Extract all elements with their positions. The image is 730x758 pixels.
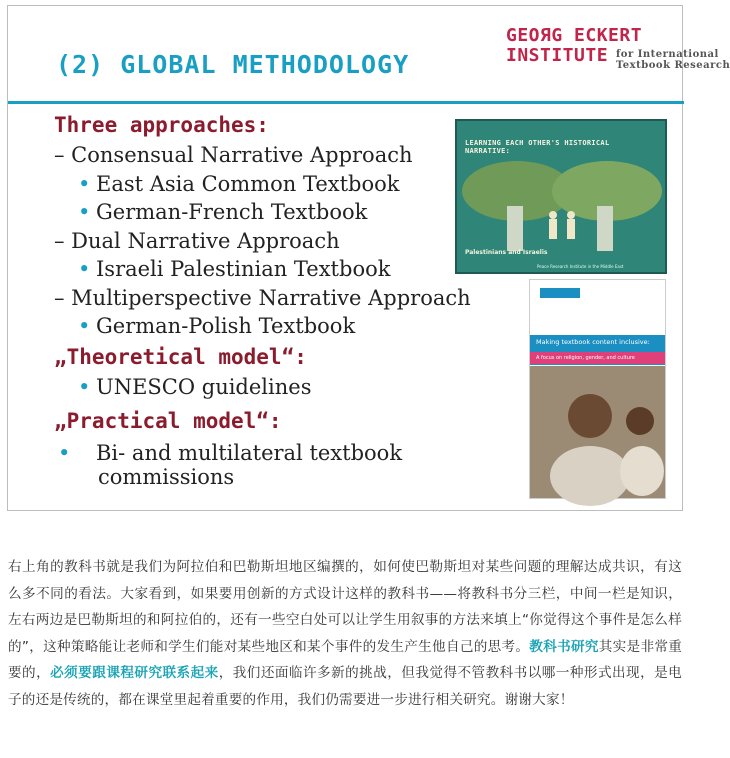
heading-practical-model: „Practical model“:	[54, 409, 282, 433]
logo-line-1: GEOЯG ECKERT	[506, 25, 643, 46]
paragraph-text-1: 右上角的教科书就是我们为阿拉伯和巴勒斯坦地区编撰的，如何使巴勒斯坦对某些问题的理解达成共识，有这么多不同的看法。大家看到，如果要用创新的方式设计这样的教科书——将教科书分三栏，中间一栏是知识，左右两边是巴勒斯坦的和阿拉伯的，还有一些空白处可以让学生用叙事的方法来填上“你觉得这个事件是怎么样的”，这种策略能让老师和学生们能对某些地区和某个事件的发生产生他自己的思考。	[8, 559, 682, 655]
bullet-item	[54, 255, 514, 284]
bullet-icon: •	[78, 257, 91, 281]
book2-photo	[530, 366, 665, 498]
approach-dual: – Dual Narrative Approach	[54, 228, 340, 253]
children-photo	[530, 366, 665, 498]
book1-publisher: Peace Research Institute in the Middle East	[537, 264, 624, 269]
unesco-logo	[540, 288, 580, 298]
logo-sub-2: Textbook Research	[616, 60, 730, 71]
bullet-item	[54, 373, 514, 402]
institute-logo	[506, 25, 730, 71]
article-paragraph	[8, 554, 682, 713]
paragraph-text-3: ，我们还面临许多新的挑战，但我觉得不管教科书以哪一种形式出现，是电子的还是传统的，都在课堂里起着重要的作用，我们仍需要进一步进行相关研究。谢谢大家！	[8, 665, 682, 708]
bullet-icon: •	[78, 314, 91, 338]
book2-subtitle: A focus on religion, gender, and culture	[536, 355, 635, 361]
title-divider	[8, 101, 684, 104]
bullet-text: East Asia Common Textbook	[96, 171, 400, 196]
bullet-icon: •	[78, 171, 91, 196]
bullet-item	[54, 437, 428, 489]
bullet-icon: •	[78, 374, 91, 399]
paragraph-text-2: 其实是非常重要的，	[8, 638, 683, 681]
heading-theoretical-model: „Theoretical model“:	[54, 344, 307, 369]
bullet-item	[54, 312, 514, 341]
highlight-curriculum-research: 必须要跟课程研究联系起来	[50, 665, 219, 681]
bullet-text: Bi- and multilateral textbook commissions	[96, 441, 403, 489]
presentation-slide	[7, 5, 730, 511]
book2-title: Making textbook content inclusive:	[536, 338, 650, 346]
logo-line-2	[506, 45, 730, 71]
logo-line-2-text: INSTITUTE	[506, 45, 609, 66]
heading-three-approaches: Three approaches:	[54, 113, 269, 137]
bullet-icon: •	[78, 200, 91, 224]
book1-subtitle: Palestinians and Israelis	[465, 249, 548, 256]
bullet-text: German-Polish Textbook	[96, 314, 356, 338]
bullet-item	[54, 198, 514, 227]
bullet-item	[54, 170, 514, 199]
slide-content	[54, 109, 514, 489]
tree-illustration	[457, 151, 665, 251]
bullet-text: UNESCO guidelines	[96, 374, 312, 399]
bullet-text: Israeli Palestinian Textbook	[96, 257, 391, 281]
approach-multiperspective: – Multiperspective Narrative Approach	[54, 285, 471, 310]
highlight-textbook-research: 教科书研究	[529, 638, 599, 655]
slide-title: (2) GLOBAL METHODOLOGY	[56, 50, 410, 79]
logo-sub-1: for International	[616, 49, 719, 60]
book1-title: LEARNING EACH OTHER'S HISTORICAL NARRATIVE:	[465, 139, 610, 155]
book-cover-narrative	[455, 119, 667, 274]
approach-consensual: – Consensual Narrative Approach	[54, 143, 413, 167]
bullet-text: German-French Textbook	[96, 200, 368, 224]
bullet-icon: •	[58, 441, 71, 465]
book-cover-unesco	[529, 279, 666, 499]
